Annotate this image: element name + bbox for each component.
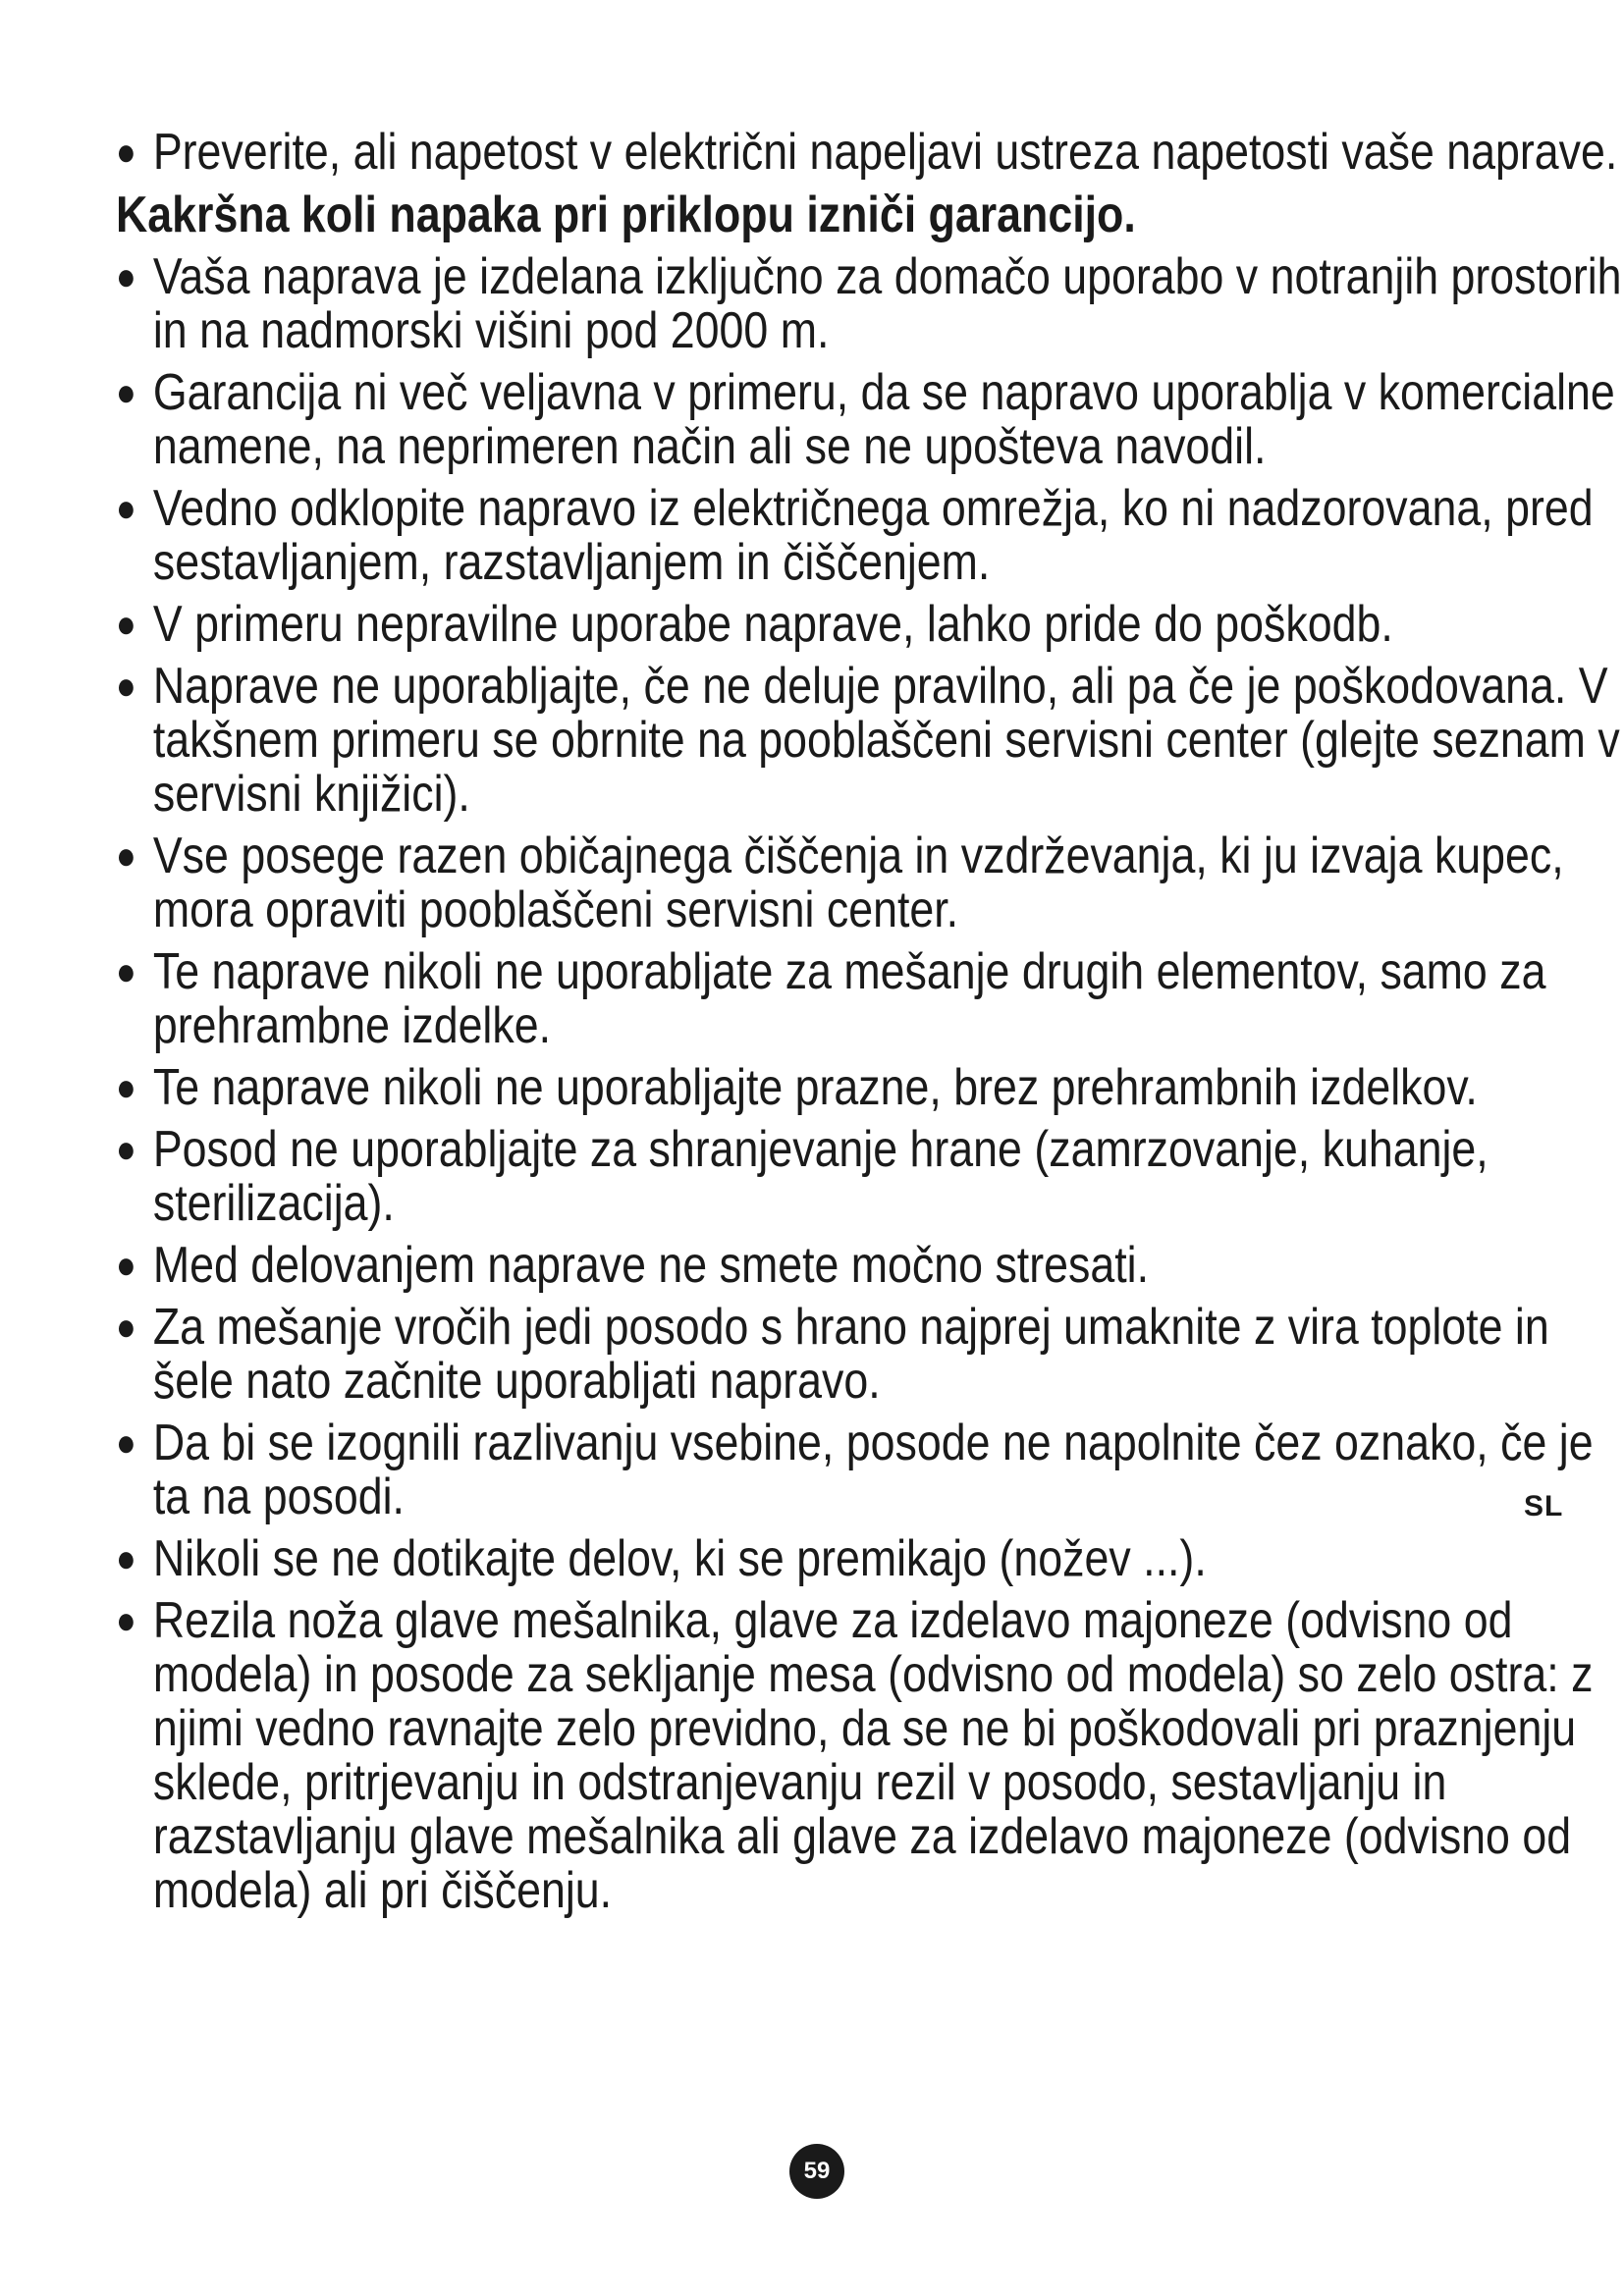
list-item xyxy=(116,1301,1624,1409)
item-text: Med delovanjem naprave ne smete močno stresati. xyxy=(152,1237,1150,1294)
item-text: Te naprave nikoli ne uporabljajte prazne, brez prehrambnih izdelkov. xyxy=(152,1059,1478,1116)
list-item xyxy=(116,829,1624,937)
list-item xyxy=(116,1416,1624,1524)
list-item xyxy=(116,1123,1624,1231)
list-item xyxy=(116,482,1624,590)
safety-instructions xyxy=(116,124,1622,1926)
item-text: Garancija ni več veljavna v primeru, da se napravo uporablja v komercialne namene, na neprimeren način ali se ne upošteva navodil. xyxy=(152,364,1615,475)
bullet-icon: ● xyxy=(116,603,136,646)
bullet-icon: ● xyxy=(116,487,136,530)
item-text: Vaša naprava je izdelana izključno za domačo uporabo v notranjih prostorih in na nadmorski višini pod 2000 m. xyxy=(152,248,1622,359)
page-number-badge: 59 xyxy=(789,2144,844,2199)
bullet-icon: ● xyxy=(116,1306,136,1349)
bullet-icon: ● xyxy=(116,1066,136,1109)
bullet-icon: ● xyxy=(116,950,136,993)
item-text: Nikoli se ne dotikajte delov, ki se premikajo (nožev ...). xyxy=(152,1530,1207,1587)
list-item xyxy=(116,945,1624,1053)
bullet-icon: ● xyxy=(116,834,136,878)
item-text: Naprave ne uporabljajte, če ne deluje pravilno, ali pa če je poškodovana. V takšnem primeru se obrnite na pooblaščeni servisni center (glejte seznam v servisni knjižici). xyxy=(152,658,1620,823)
item-text: V primeru nepravilne uporabe naprave, lahko pride do poškodb. xyxy=(152,596,1393,653)
list-item xyxy=(116,1594,1624,1918)
item-text: Te naprave nikoli ne uporabljate za mešanje drugih elementov, samo za prehrambne izdelke. xyxy=(152,943,1546,1054)
language-tag: SL xyxy=(1524,1490,1564,1522)
item-text: Posod ne uporabljajte za shranjevanje hrane (zamrzovanje, kuhanje, sterilizacija). xyxy=(152,1121,1489,1232)
list-item xyxy=(116,126,1624,180)
item-text: Rezila noža glave mešalnika, glave za izdelavo majoneze (odvisno od modela) in posode za sekljanje mesa (odvisno od modela) so zelo ostra: z njimi vedno ravnajte zelo previdno, da se ne bi poškodovali pri praznjenju sklede, pritrjevanju in odstranjevanju rezil v posodo, sestavljanju in razstavljanju glave mešalnika ali glave za izdelavo majoneze (odvisno od modela) ali pri čiščenju. xyxy=(152,1592,1594,1919)
item-text: Vedno odklopite napravo iz električnega omrežja, ko ni nadzorovana, pred sestavljanjem, razstavljanjem in čiščenjem. xyxy=(152,480,1594,591)
bullet-icon: ● xyxy=(116,1537,136,1580)
bullet-icon: ● xyxy=(116,665,136,708)
list-item xyxy=(116,598,1624,652)
item-text: Da bi se izognili razlivanju vsebine, posode ne napolnite čez oznako, če je ta na posodi. xyxy=(152,1415,1594,1525)
list-item xyxy=(116,1532,1624,1586)
list-item xyxy=(116,1239,1624,1293)
bullet-icon: ● xyxy=(116,1599,136,1642)
bullet-icon: ● xyxy=(116,131,136,174)
bullet-icon: ● xyxy=(116,255,136,298)
list-item xyxy=(116,660,1624,822)
bullet-icon: ● xyxy=(116,1128,136,1171)
item-text: Vse posege razen običajnega čiščenja in vzdrževanja, ki ju izvaja kupec, mora opraviti pooblaščeni servisni center. xyxy=(152,828,1564,938)
list-item xyxy=(116,250,1624,358)
warranty-warning-heading: Kakršna koli napaka pri priklopu izniči garancijo. xyxy=(116,187,1136,243)
bullet-icon: ● xyxy=(116,1244,136,1287)
list-item xyxy=(116,366,1624,474)
item-text: Preverite, ali napetost v električni napeljavi ustreza napetosti vaše naprave. xyxy=(152,124,1618,181)
bullet-icon: ● xyxy=(116,1421,136,1465)
bullet-icon: ● xyxy=(116,371,136,414)
list-item xyxy=(116,1061,1624,1115)
item-text: Za mešanje vročih jedi posodo s hrano najprej umaknite z vira toplote in šele nato začnite uporabljati napravo. xyxy=(152,1299,1549,1410)
